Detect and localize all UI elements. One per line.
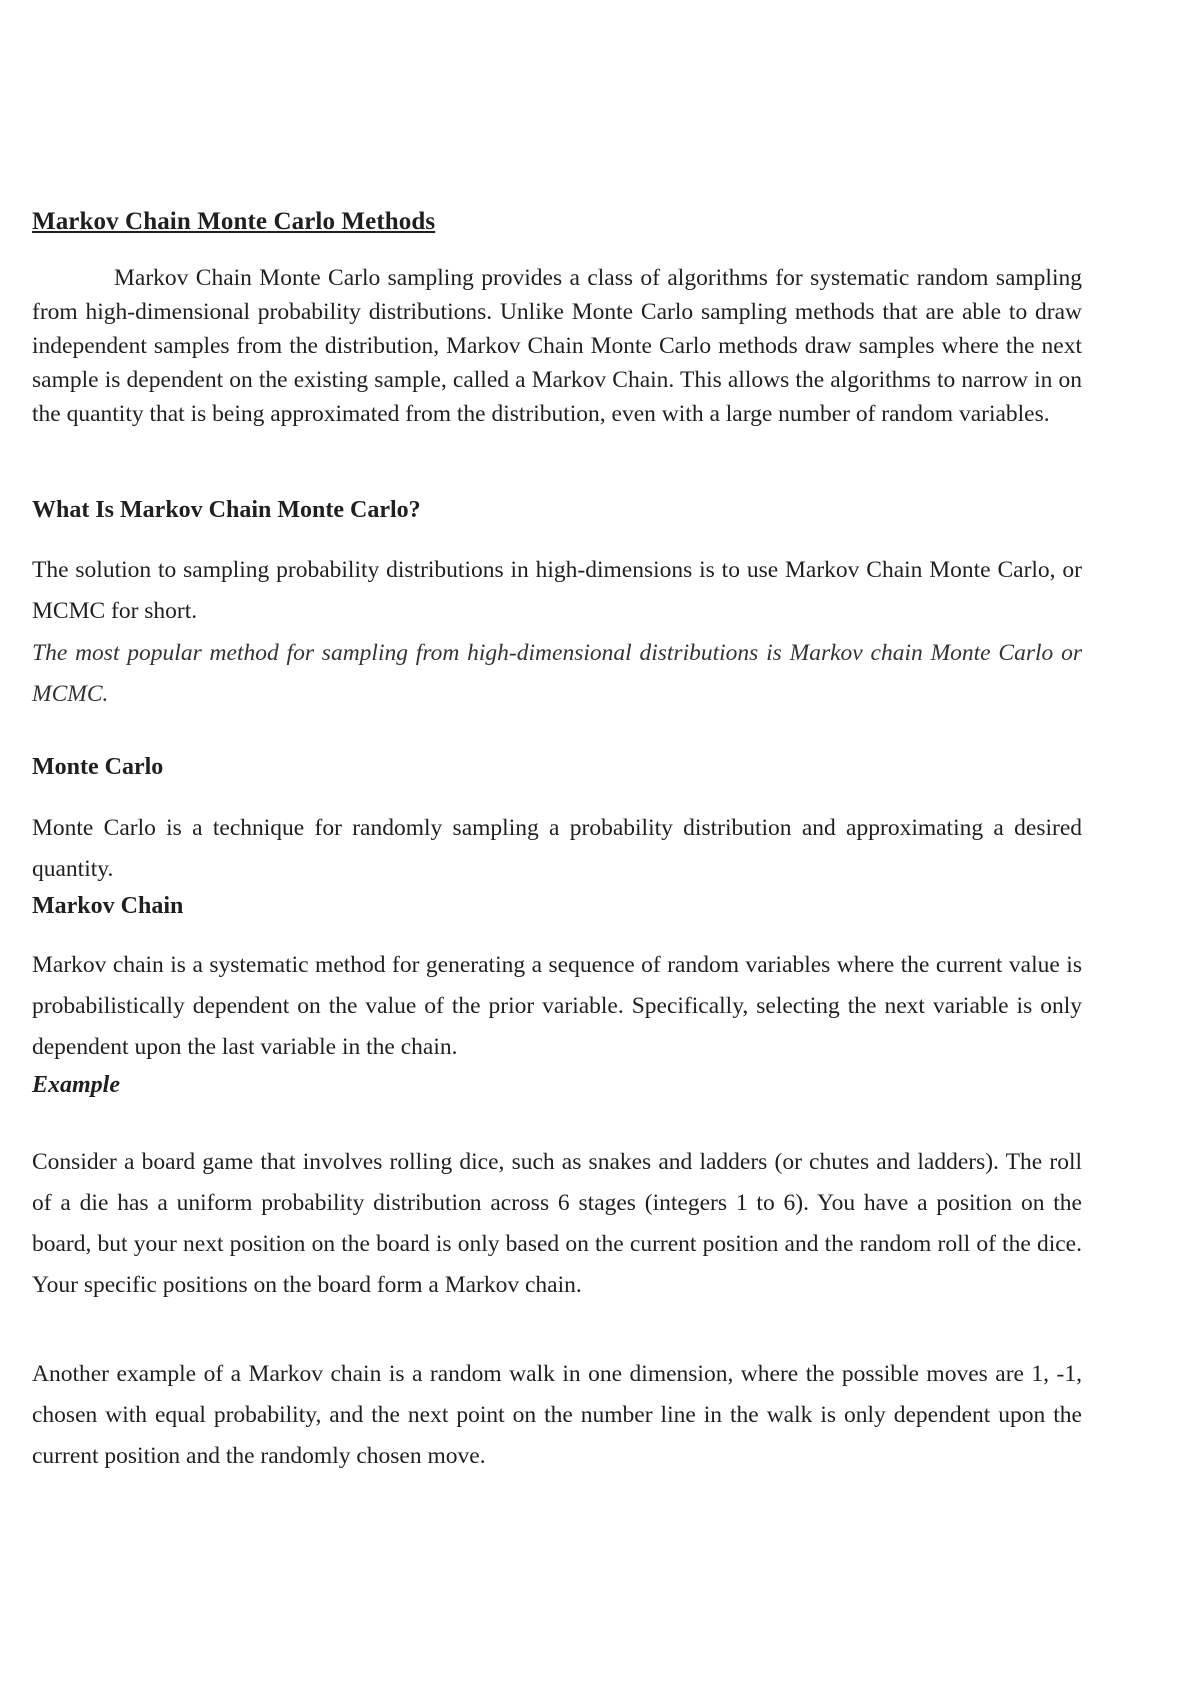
intro-paragraph: Markov Chain Monte Carlo sampling provides a class of algorithms for systematic random sampling from high-dimensional probability distributions. Unlike Monte Carlo sampling methods that are able to draw independent samples from the distribution, Markov Chain Monte Carlo methods draw samples where the next sample is dependent on the existing sample, called a Markov Chain. This allows the algorithms to narrow in on the quantity that is being approximated from the distribution, even with a large number of random variables.: [32, 265, 1082, 427]
example-board-game-paragraph: Consider a board game that involves rolling dice, such as snakes and ladders (or chutes and ladders). The roll of a die has a uniform probability distribution across 6 stages (integers 1 to 6). You have a position on the board, but your next position on the board is only based on the current position and the random roll of the dice. Your specific positions on the board form a Markov chain.: [32, 1149, 1082, 1298]
heading-what-is-mcmc: What Is Markov Chain Monte Carlo?: [32, 497, 421, 523]
markov-chain-paragraph: Markov chain is a systematic method for generating a sequence of random variables where the current value is probabilistically dependent on the value of the prior variable. Specifically, selecting the next variable is only dependent upon the last variable in the chain.: [32, 952, 1082, 1060]
monte-carlo-paragraph: Monte Carlo is a technique for randomly sampling a probability distribution and approximating a desired quantity.: [32, 815, 1082, 882]
heading-markov-chain: Markov Chain: [32, 893, 184, 919]
document-title: Markov Chain Monte Carlo Methods: [32, 208, 436, 235]
what-is-quote: The most popular method for sampling from high-dimensional distributions is Markov chain Monte Carlo or MCMC.: [32, 640, 1082, 707]
heading-example: Example: [32, 1072, 120, 1098]
what-is-paragraph: The solution to sampling probability distributions in high-dimensions is to use Markov Chain Monte Carlo, or MCMC for short.: [32, 557, 1082, 624]
example-random-walk-paragraph: Another example of a Markov chain is a random walk in one dimension, where the possible moves are 1, -1, chosen with equal probability, and the next point on the number line in the walk is only dependent upon the current position and the randomly chosen move.: [32, 1361, 1082, 1469]
heading-monte-carlo: Monte Carlo: [32, 754, 164, 780]
